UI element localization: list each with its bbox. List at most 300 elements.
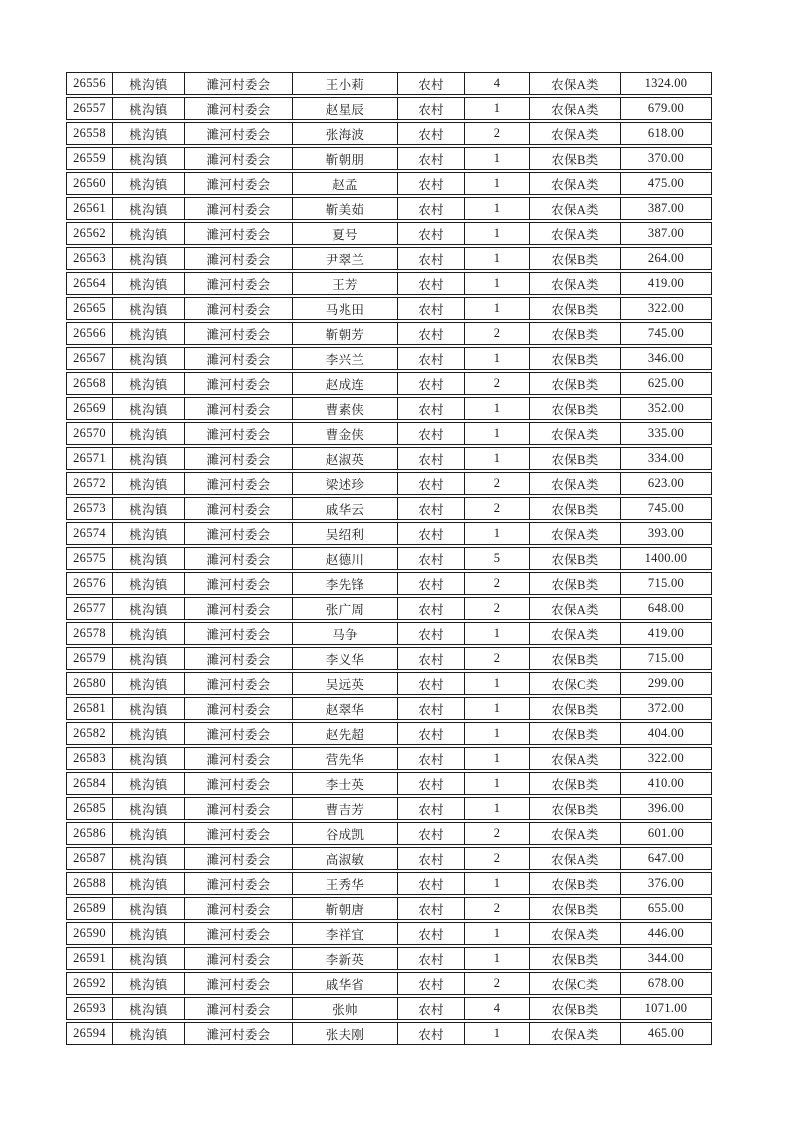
table-row xyxy=(66,197,712,220)
cell-amount: 475.00 xyxy=(647,176,685,190)
cell-town: 桃沟镇 xyxy=(113,523,185,544)
cell-person-count: 2 xyxy=(465,123,530,144)
cell-person-name: 靳朝朋 xyxy=(293,148,398,169)
cell-amount: 446.00 xyxy=(647,926,685,940)
cell-residence-type: 农村 xyxy=(398,348,465,369)
cell-person-name: 赵淑英 xyxy=(293,448,398,469)
cell-person-name: 李士英 xyxy=(293,773,398,794)
cell-insurance-category: 农保A类 xyxy=(530,223,621,244)
cell-village-committee: 濉河村委会 xyxy=(185,698,293,719)
cell-village-committee: 濉河村委会 xyxy=(185,373,293,394)
cell-residence-type: 农村 xyxy=(398,673,465,694)
cell-amount: 625.00 xyxy=(647,376,685,390)
cell-town: 桃沟镇 xyxy=(113,673,185,694)
cell-insurance-category: 农保A类 xyxy=(530,1023,621,1044)
cell-person-name: 赵先超 xyxy=(293,723,398,744)
cell-insurance-category: 农保B类 xyxy=(530,998,621,1019)
cell-town: 桃沟镇 xyxy=(113,73,185,94)
cell-seq-number: 26591 xyxy=(67,948,113,969)
cell-person-count: 1 xyxy=(465,623,530,644)
cell-person-count: 1 xyxy=(465,398,530,419)
cell-person-count: 2 xyxy=(465,973,530,994)
cell-seq-number: 26577 xyxy=(67,598,113,619)
cell-seq-number: 26582 xyxy=(67,723,113,744)
cell-person-name: 戚华省 xyxy=(293,973,398,994)
table-row xyxy=(66,147,712,170)
cell-seq-number: 26560 xyxy=(67,173,113,194)
cell-residence-type: 农村 xyxy=(398,148,465,169)
cell-person-name: 张夫刚 xyxy=(293,1023,398,1044)
cell-person-name: 李祥宜 xyxy=(293,923,398,944)
cell-town: 桃沟镇 xyxy=(113,498,185,519)
cell-insurance-category: 农保A类 xyxy=(530,623,621,644)
cell-village-committee: 濉河村委会 xyxy=(185,98,293,119)
cell-amount: 322.00 xyxy=(647,751,685,765)
cell-seq-number: 26590 xyxy=(67,923,113,944)
cell-residence-type: 农村 xyxy=(398,123,465,144)
table-row xyxy=(66,422,712,445)
cell-insurance-category: 农保B类 xyxy=(530,398,621,419)
cell-amount: 618.00 xyxy=(647,126,685,140)
cell-town: 桃沟镇 xyxy=(113,998,185,1019)
cell-amount: 352.00 xyxy=(647,401,685,415)
cell-insurance-category: 农保B类 xyxy=(530,573,621,594)
cell-village-committee: 濉河村委会 xyxy=(185,548,293,569)
cell-residence-type: 农村 xyxy=(398,448,465,469)
cell-amount: 335.00 xyxy=(647,426,685,440)
cell-person-count: 1 xyxy=(465,173,530,194)
cell-seq-number: 26579 xyxy=(67,648,113,669)
cell-seq-number: 26592 xyxy=(67,973,113,994)
cell-village-committee: 濉河村委会 xyxy=(185,723,293,744)
cell-village-committee: 濉河村委会 xyxy=(185,998,293,1019)
cell-seq-number: 26559 xyxy=(67,148,113,169)
table-row xyxy=(66,547,712,570)
cell-amount: 715.00 xyxy=(647,651,685,665)
cell-person-name: 马争 xyxy=(293,623,398,644)
cell-town: 桃沟镇 xyxy=(113,373,185,394)
cell-amount: 465.00 xyxy=(647,1026,685,1040)
cell-seq-number: 26587 xyxy=(67,848,113,869)
cell-person-name: 马兆田 xyxy=(293,298,398,319)
cell-residence-type: 农村 xyxy=(398,173,465,194)
cell-person-count: 1 xyxy=(465,923,530,944)
table-row xyxy=(66,972,712,995)
cell-person-name: 梁述珍 xyxy=(293,473,398,494)
cell-person-count: 1 xyxy=(465,523,530,544)
cell-person-name: 尹翠兰 xyxy=(293,248,398,269)
cell-town: 桃沟镇 xyxy=(113,723,185,744)
cell-village-committee: 濉河村委会 xyxy=(185,73,293,94)
cell-village-committee: 濉河村委会 xyxy=(185,748,293,769)
cell-town: 桃沟镇 xyxy=(113,798,185,819)
table-row xyxy=(66,922,712,945)
cell-town: 桃沟镇 xyxy=(113,898,185,919)
cell-person-count: 1 xyxy=(465,423,530,444)
cell-person-count: 1 xyxy=(465,448,530,469)
cell-residence-type: 农村 xyxy=(398,723,465,744)
cell-village-committee: 濉河村委会 xyxy=(185,448,293,469)
cell-person-count: 1 xyxy=(465,723,530,744)
cell-amount: 1071.00 xyxy=(644,1001,688,1015)
cell-insurance-category: 农保B类 xyxy=(530,323,621,344)
cell-village-committee: 濉河村委会 xyxy=(185,348,293,369)
cell-person-name: 靳朝芳 xyxy=(293,323,398,344)
cell-village-committee: 濉河村委会 xyxy=(185,223,293,244)
table-row xyxy=(66,622,712,645)
cell-village-committee: 濉河村委会 xyxy=(185,423,293,444)
cell-town: 桃沟镇 xyxy=(113,423,185,444)
cell-residence-type: 农村 xyxy=(398,623,465,644)
cell-seq-number: 26564 xyxy=(67,273,113,294)
cell-amount: 745.00 xyxy=(647,326,685,340)
table-row xyxy=(66,847,712,870)
table-row xyxy=(66,897,712,920)
cell-town: 桃沟镇 xyxy=(113,248,185,269)
cell-amount: 419.00 xyxy=(647,626,685,640)
cell-amount: 678.00 xyxy=(647,976,685,990)
cell-person-count: 1 xyxy=(465,98,530,119)
cell-village-committee: 濉河村委会 xyxy=(185,123,293,144)
cell-person-count: 2 xyxy=(465,598,530,619)
cell-amount: 715.00 xyxy=(647,576,685,590)
cell-person-name: 王小莉 xyxy=(293,73,398,94)
cell-town: 桃沟镇 xyxy=(113,98,185,119)
table-row xyxy=(66,672,712,695)
cell-seq-number: 26566 xyxy=(67,323,113,344)
cell-person-count: 5 xyxy=(465,548,530,569)
cell-insurance-category: 农保A类 xyxy=(530,98,621,119)
cell-amount: 655.00 xyxy=(647,901,685,915)
cell-person-count: 1 xyxy=(465,1023,530,1044)
table-row xyxy=(66,947,712,970)
cell-person-name: 李义华 xyxy=(293,648,398,669)
cell-insurance-category: 农保B类 xyxy=(530,148,621,169)
cell-residence-type: 农村 xyxy=(398,498,465,519)
cell-residence-type: 农村 xyxy=(398,423,465,444)
cell-village-committee: 濉河村委会 xyxy=(185,923,293,944)
cell-insurance-category: 农保B类 xyxy=(530,723,621,744)
cell-seq-number: 26556 xyxy=(67,73,113,94)
cell-person-count: 2 xyxy=(465,323,530,344)
cell-village-committee: 濉河村委会 xyxy=(185,848,293,869)
cell-town: 桃沟镇 xyxy=(113,198,185,219)
cell-insurance-category: 农保B类 xyxy=(530,548,621,569)
table-row xyxy=(66,472,712,495)
cell-town: 桃沟镇 xyxy=(113,273,185,294)
table-row xyxy=(66,722,712,745)
cell-person-name: 李兴兰 xyxy=(293,348,398,369)
cell-amount: 601.00 xyxy=(647,826,685,840)
cell-amount: 387.00 xyxy=(647,201,685,215)
cell-seq-number: 26593 xyxy=(67,998,113,1019)
cell-person-name: 曹吉芳 xyxy=(293,798,398,819)
table-row xyxy=(66,97,712,120)
cell-town: 桃沟镇 xyxy=(113,323,185,344)
cell-town: 桃沟镇 xyxy=(113,298,185,319)
cell-residence-type: 农村 xyxy=(398,98,465,119)
cell-village-committee: 濉河村委会 xyxy=(185,573,293,594)
table-row xyxy=(66,372,712,395)
cell-town: 桃沟镇 xyxy=(113,748,185,769)
cell-person-count: 2 xyxy=(465,573,530,594)
cell-person-name: 高淑敏 xyxy=(293,848,398,869)
cell-person-count: 2 xyxy=(465,373,530,394)
cell-village-committee: 濉河村委会 xyxy=(185,973,293,994)
cell-village-committee: 濉河村委会 xyxy=(185,823,293,844)
cell-insurance-category: 农保A类 xyxy=(530,823,621,844)
table-row xyxy=(66,522,712,545)
cell-person-count: 1 xyxy=(465,673,530,694)
table-row xyxy=(66,597,712,620)
table-row xyxy=(66,997,712,1020)
cell-village-committee: 濉河村委会 xyxy=(185,623,293,644)
cell-person-count: 1 xyxy=(465,198,530,219)
cell-seq-number: 26562 xyxy=(67,223,113,244)
cell-amount: 648.00 xyxy=(647,601,685,615)
cell-seq-number: 26563 xyxy=(67,248,113,269)
cell-seq-number: 26565 xyxy=(67,298,113,319)
cell-town: 桃沟镇 xyxy=(113,873,185,894)
cell-person-name: 赵翠华 xyxy=(293,698,398,719)
cell-residence-type: 农村 xyxy=(398,273,465,294)
table-row xyxy=(66,822,712,845)
cell-person-count: 4 xyxy=(465,73,530,94)
cell-town: 桃沟镇 xyxy=(113,398,185,419)
table-row xyxy=(66,872,712,895)
cell-person-name: 李新英 xyxy=(293,948,398,969)
cell-residence-type: 农村 xyxy=(398,523,465,544)
cell-amount: 393.00 xyxy=(647,526,685,540)
cell-person-count: 1 xyxy=(465,273,530,294)
table-row xyxy=(66,797,712,820)
cell-town: 桃沟镇 xyxy=(113,773,185,794)
cell-person-name: 曹素侠 xyxy=(293,398,398,419)
cell-seq-number: 26581 xyxy=(67,698,113,719)
cell-town: 桃沟镇 xyxy=(113,623,185,644)
cell-seq-number: 26558 xyxy=(67,123,113,144)
cell-insurance-category: 农保B类 xyxy=(530,498,621,519)
cell-seq-number: 26588 xyxy=(67,873,113,894)
cell-village-committee: 濉河村委会 xyxy=(185,273,293,294)
cell-residence-type: 农村 xyxy=(398,773,465,794)
cell-person-count: 1 xyxy=(465,298,530,319)
cell-insurance-category: 农保A类 xyxy=(530,598,621,619)
table-row xyxy=(66,697,712,720)
cell-town: 桃沟镇 xyxy=(113,448,185,469)
cell-residence-type: 农村 xyxy=(398,248,465,269)
cell-person-count: 2 xyxy=(465,473,530,494)
cell-residence-type: 农村 xyxy=(398,748,465,769)
cell-person-name: 吴绍利 xyxy=(293,523,398,544)
cell-residence-type: 农村 xyxy=(398,823,465,844)
cell-town: 桃沟镇 xyxy=(113,123,185,144)
cell-person-name: 张广周 xyxy=(293,598,398,619)
cell-insurance-category: 农保B类 xyxy=(530,373,621,394)
cell-person-name: 王芳 xyxy=(293,273,398,294)
cell-person-name: 赵德川 xyxy=(293,548,398,569)
cell-insurance-category: 农保A类 xyxy=(530,273,621,294)
cell-amount: 387.00 xyxy=(647,226,685,240)
cell-person-count: 1 xyxy=(465,748,530,769)
cell-village-committee: 濉河村委会 xyxy=(185,523,293,544)
cell-village-committee: 濉河村委会 xyxy=(185,773,293,794)
cell-seq-number: 26570 xyxy=(67,423,113,444)
cell-seq-number: 26561 xyxy=(67,198,113,219)
cell-town: 桃沟镇 xyxy=(113,823,185,844)
cell-insurance-category: 农保A类 xyxy=(530,198,621,219)
cell-residence-type: 农村 xyxy=(398,698,465,719)
cell-person-count: 2 xyxy=(465,848,530,869)
cell-village-committee: 濉河村委会 xyxy=(185,398,293,419)
cell-insurance-category: 农保B类 xyxy=(530,798,621,819)
cell-insurance-category: 农保A类 xyxy=(530,73,621,94)
table-row xyxy=(66,172,712,195)
cell-seq-number: 26571 xyxy=(67,448,113,469)
cell-amount: 322.00 xyxy=(647,301,685,315)
cell-town: 桃沟镇 xyxy=(113,348,185,369)
cell-insurance-category: 农保B类 xyxy=(530,873,621,894)
cell-person-count: 1 xyxy=(465,773,530,794)
table-row xyxy=(66,297,712,320)
cell-person-name: 王秀华 xyxy=(293,873,398,894)
cell-village-committee: 濉河村委会 xyxy=(185,148,293,169)
cell-seq-number: 26574 xyxy=(67,523,113,544)
cell-person-count: 2 xyxy=(465,898,530,919)
cell-town: 桃沟镇 xyxy=(113,698,185,719)
table-row xyxy=(66,222,712,245)
cell-village-committee: 濉河村委会 xyxy=(185,898,293,919)
cell-person-name: 吴远英 xyxy=(293,673,398,694)
cell-residence-type: 农村 xyxy=(398,898,465,919)
cell-insurance-category: 农保A类 xyxy=(530,848,621,869)
cell-seq-number: 26578 xyxy=(67,623,113,644)
cell-village-committee: 濉河村委会 xyxy=(185,323,293,344)
cell-seq-number: 26594 xyxy=(67,1023,113,1044)
cell-amount: 745.00 xyxy=(647,501,685,515)
cell-amount: 372.00 xyxy=(647,701,685,715)
cell-town: 桃沟镇 xyxy=(113,598,185,619)
cell-amount: 419.00 xyxy=(647,276,685,290)
cell-insurance-category: 农保B类 xyxy=(530,898,621,919)
cell-village-committee: 濉河村委会 xyxy=(185,873,293,894)
cell-amount: 396.00 xyxy=(647,801,685,815)
cell-person-name: 张帅 xyxy=(293,998,398,1019)
cell-person-name: 戚华云 xyxy=(293,498,398,519)
cell-residence-type: 农村 xyxy=(398,548,465,569)
cell-residence-type: 农村 xyxy=(398,373,465,394)
cell-seq-number: 26557 xyxy=(67,98,113,119)
cell-seq-number: 26584 xyxy=(67,773,113,794)
cell-village-committee: 濉河村委会 xyxy=(185,248,293,269)
table-row xyxy=(66,72,712,95)
cell-amount: 334.00 xyxy=(647,451,685,465)
cell-person-count: 1 xyxy=(465,948,530,969)
table-row xyxy=(66,397,712,420)
cell-insurance-category: 农保A类 xyxy=(530,523,621,544)
table-row xyxy=(66,1022,712,1045)
insurance-table xyxy=(66,72,712,1047)
cell-person-count: 1 xyxy=(465,698,530,719)
cell-residence-type: 农村 xyxy=(398,998,465,1019)
cell-seq-number: 26580 xyxy=(67,673,113,694)
cell-person-name: 赵星辰 xyxy=(293,98,398,119)
cell-amount: 299.00 xyxy=(647,676,685,690)
cell-amount: 404.00 xyxy=(647,726,685,740)
table-row xyxy=(66,647,712,670)
cell-amount: 679.00 xyxy=(647,101,685,115)
cell-insurance-category: 农保A类 xyxy=(530,423,621,444)
cell-person-name: 李先锋 xyxy=(293,573,398,594)
table-row xyxy=(66,447,712,470)
cell-amount: 344.00 xyxy=(647,951,685,965)
cell-village-committee: 濉河村委会 xyxy=(185,473,293,494)
table-row xyxy=(66,322,712,345)
cell-town: 桃沟镇 xyxy=(113,1023,185,1044)
cell-person-count: 1 xyxy=(465,248,530,269)
cell-insurance-category: 农保B类 xyxy=(530,248,621,269)
cell-insurance-category: 农保A类 xyxy=(530,173,621,194)
cell-seq-number: 26589 xyxy=(67,898,113,919)
cell-insurance-category: 农保B类 xyxy=(530,698,621,719)
cell-amount: 264.00 xyxy=(647,251,685,265)
cell-person-name: 赵孟 xyxy=(293,173,398,194)
cell-residence-type: 农村 xyxy=(398,573,465,594)
cell-residence-type: 农村 xyxy=(398,198,465,219)
cell-insurance-category: 农保C类 xyxy=(530,973,621,994)
cell-person-count: 2 xyxy=(465,648,530,669)
cell-seq-number: 26573 xyxy=(67,498,113,519)
cell-residence-type: 农村 xyxy=(398,948,465,969)
cell-seq-number: 26575 xyxy=(67,548,113,569)
cell-residence-type: 农村 xyxy=(398,73,465,94)
cell-insurance-category: 农保A类 xyxy=(530,923,621,944)
cell-insurance-category: 农保B类 xyxy=(530,773,621,794)
table-row xyxy=(66,247,712,270)
cell-insurance-category: 农保B类 xyxy=(530,348,621,369)
cell-residence-type: 农村 xyxy=(398,323,465,344)
cell-town: 桃沟镇 xyxy=(113,548,185,569)
cell-amount: 410.00 xyxy=(647,776,685,790)
table-row xyxy=(66,747,712,770)
cell-person-name: 张海波 xyxy=(293,123,398,144)
cell-insurance-category: 农保A类 xyxy=(530,473,621,494)
cell-insurance-category: 农保B类 xyxy=(530,648,621,669)
cell-person-name: 靳美茹 xyxy=(293,198,398,219)
cell-amount: 1324.00 xyxy=(644,76,688,90)
cell-insurance-category: 农保C类 xyxy=(530,673,621,694)
cell-insurance-category: 农保A类 xyxy=(530,748,621,769)
cell-village-committee: 濉河村委会 xyxy=(185,1023,293,1044)
cell-residence-type: 农村 xyxy=(398,298,465,319)
cell-residence-type: 农村 xyxy=(398,473,465,494)
cell-person-name: 赵成连 xyxy=(293,373,398,394)
cell-insurance-category: 农保A类 xyxy=(530,123,621,144)
cell-person-count: 2 xyxy=(465,498,530,519)
cell-residence-type: 农村 xyxy=(398,873,465,894)
cell-village-committee: 濉河村委会 xyxy=(185,948,293,969)
cell-village-committee: 濉河村委会 xyxy=(185,298,293,319)
cell-seq-number: 26586 xyxy=(67,823,113,844)
cell-person-name: 靳朝唐 xyxy=(293,898,398,919)
cell-village-committee: 濉河村委会 xyxy=(185,198,293,219)
cell-seq-number: 26568 xyxy=(67,373,113,394)
cell-town: 桃沟镇 xyxy=(113,223,185,244)
cell-insurance-category: 农保B类 xyxy=(530,948,621,969)
table-row xyxy=(66,497,712,520)
cell-town: 桃沟镇 xyxy=(113,148,185,169)
cell-town: 桃沟镇 xyxy=(113,948,185,969)
